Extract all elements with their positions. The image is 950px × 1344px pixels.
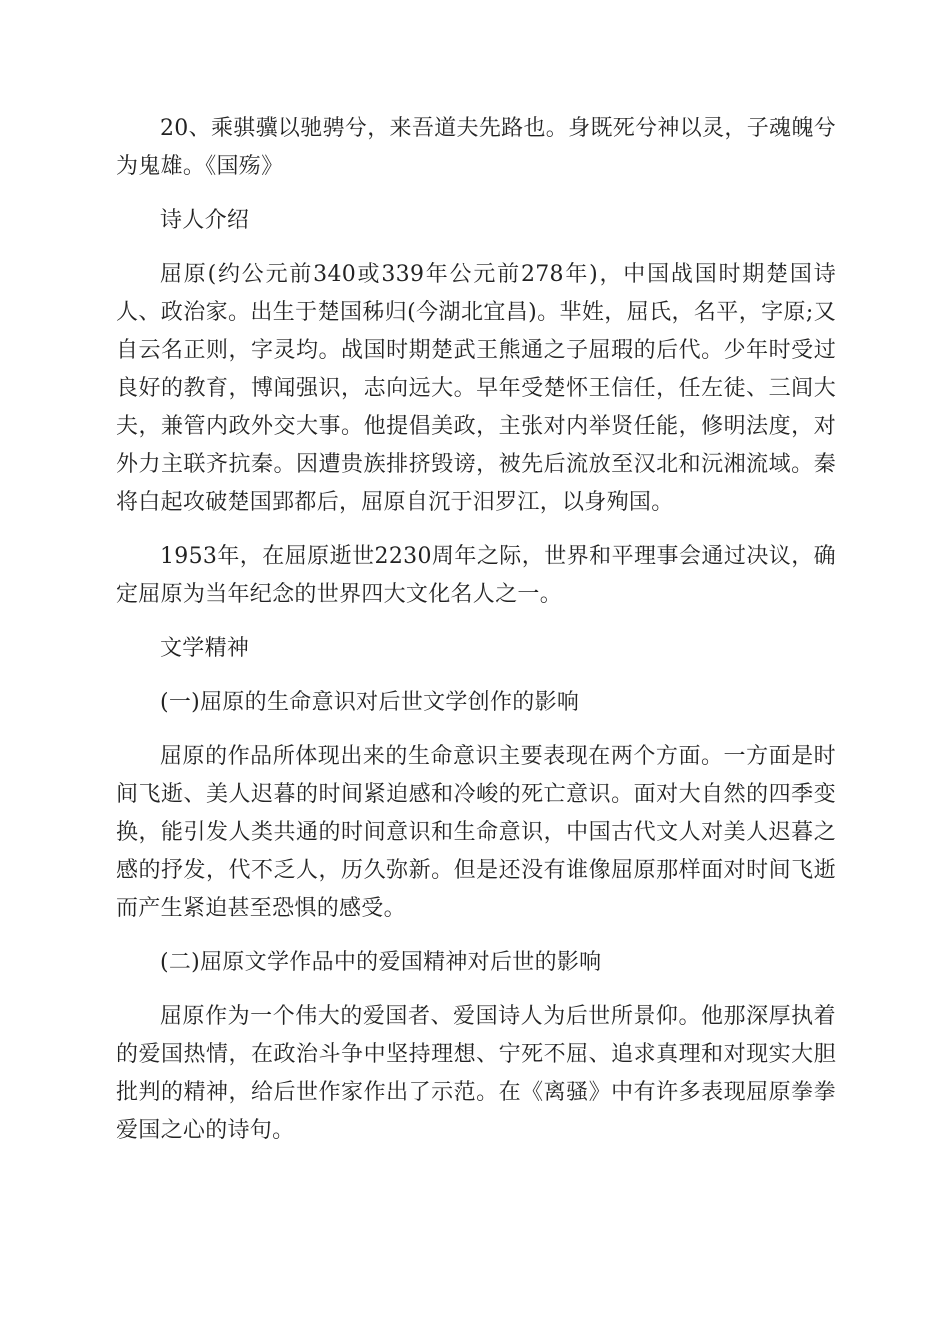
poet-bio-paragraph: 屈原(约公元前340或339年公元前278年)，中国战国时期楚国诗人、政治家。出生于楚国秭归(今湖北宜昌)。芈姓，屈氏，名平，字原;又自云名正则，字灵均。战国时期楚武王熊通之子屈瑕的后代。少年时受过良好的教育，博闻强识，志向远大。早年受楚怀王信任，任左徒、三闾大夫，兼管内政外交大事。他提倡美政，主张对内举贤任能，修明法度，对外力主联齐抗秦。因遭贵族排挤毁谤，被先后流放至汉北和沅湘流域。秦将白起攻破楚国郢都后，屈原自沉于汨罗江，以身殉国。 [116,262,836,515]
commemoration-paragraph: 1953年，在屈原逝世2230周年之际，世界和平理事会通过决议，确定屈原为当年纪念的世界四大文化名人之一。 [116,544,836,607]
patriotism-paragraph: 屈原作为一个伟大的爱国者、爱国诗人为后世所景仰。他那深厚执着的爱国热情，在政治斗争中坚持理想、宁死不屈、追求真理和对现实大胆批判的精神，给后世作家作出了示范。在《离骚》中有许多表现屈原拳拳爱国之心的诗句。 [116,1004,836,1143]
subheading-life-consciousness: (一)屈原的生命意识对后世文学创作的影响 [160,690,580,715]
subheading-patriotism: (二)屈原文学作品中的爱国精神对后世的影响 [160,950,602,975]
document-body [116,110,836,1166]
quote-paragraph: 20、乘骐骥以驰骋兮，来吾道夫先路也。身既死兮神以灵，子魂魄兮为鬼雄。《国殇》 [116,116,836,179]
section-heading-poet-intro: 诗人介绍 [160,208,250,233]
section-heading-literary-spirit: 文学精神 [160,636,250,661]
life-consciousness-paragraph: 屈原的作品所体现出来的生命意识主要表现在两个方面。一方面是时间飞逝、美人迟暮的时间紧迫感和冷峻的死亡意识。面对大自然的四季变换，能引发人类共通的时间意识和生命意识，中国古代文人对美人迟暮之感的抒发，代不乏人，历久弥新。但是还没有谁像屈原那样面对时间飞逝而产生紧迫甚至恐惧的感受。 [116,744,836,921]
